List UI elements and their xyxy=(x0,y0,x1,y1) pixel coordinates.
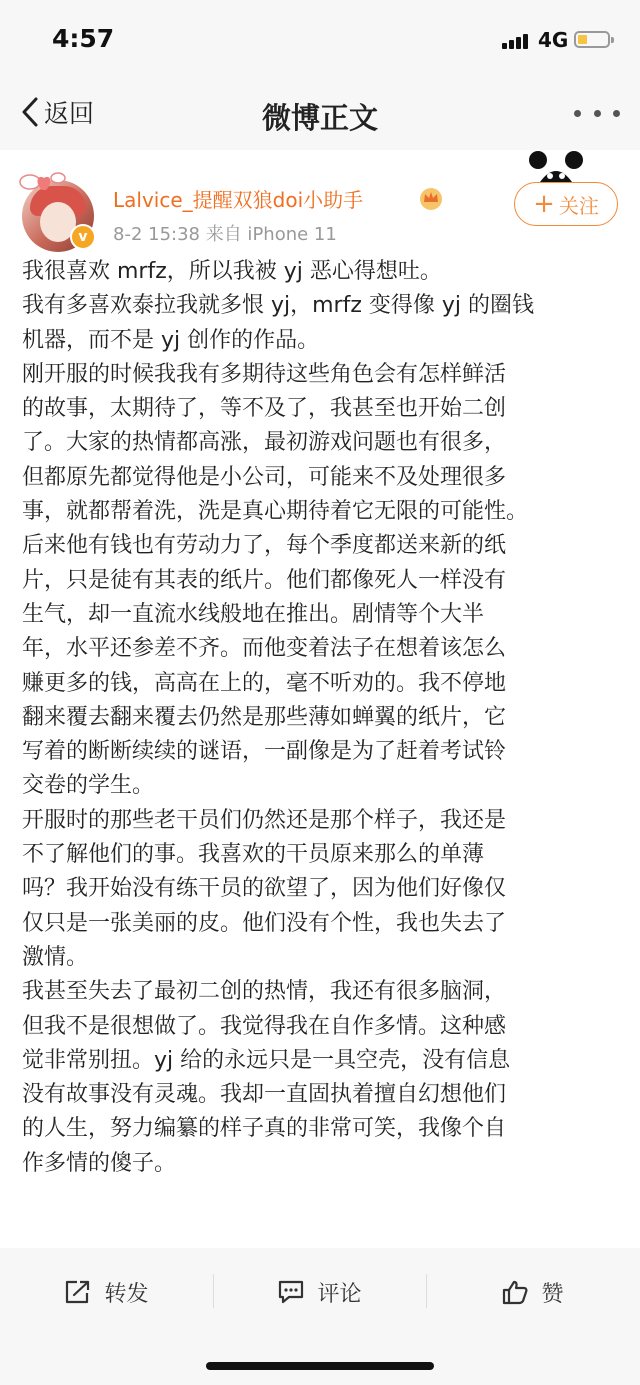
status-bar xyxy=(0,0,640,80)
home-indicator[interactable] xyxy=(206,1362,434,1370)
post-line: 事，就都帮着洗，洗是真心期待着它无限的可能性。 xyxy=(22,499,529,525)
post-line: 作多情的傻子。 xyxy=(22,1150,177,1176)
more-dots-icon xyxy=(574,110,581,117)
like-button[interactable] xyxy=(426,1248,639,1336)
signal-icon xyxy=(502,33,532,49)
repost-icon xyxy=(64,1279,92,1305)
mickey-ears-decoration xyxy=(528,150,584,182)
post-line: 翻来覆去翻来覆去仍然是那些薄如蝉翼的纸片，它 xyxy=(22,704,507,730)
like-label: 赞 xyxy=(541,1281,564,1307)
post-line: 开服时的那些老干员们仍然还是那个样子，我还是 xyxy=(22,807,507,833)
post-line: 生气，却一直流水线般地在推出。剧情等个大半 xyxy=(22,601,485,627)
post-line: 我有多喜欢泰拉我就多恨 yj，mrfz 变得像 yj 的圈钱 xyxy=(22,293,535,319)
post-line: 仅只是一张美丽的皮。他们没有个性，我也失去了 xyxy=(22,910,507,936)
post-line: 我甚至失去了最初二创的热情，我还有很多脑洞， xyxy=(22,979,507,1005)
like-icon xyxy=(501,1279,529,1305)
heart-wings-decoration xyxy=(18,168,66,196)
follow-label: 关注 xyxy=(558,193,599,218)
post-line: 后来他有钱也有劳动力了，每个季度都送来新的纸 xyxy=(22,533,507,559)
crown-icon xyxy=(418,186,444,210)
post-line: 机器，而不是 yj 创作的作品。 xyxy=(22,327,320,353)
page-title: 微博正文 xyxy=(261,101,378,135)
post-line: 吗？我开始没有练干员的欲望了，因为他们好像仅 xyxy=(22,876,507,902)
post-line: 年，水平还参差不齐。而他变着法子在想着该怎么 xyxy=(22,636,507,662)
post-line: 的人生，努力编纂的样子真的非常可笑，我像个自 xyxy=(22,1116,507,1142)
post-line: 激情。 xyxy=(22,944,89,970)
post-line: 觉非常别扭。yj 给的永远只是一具空壳，没有信息 xyxy=(22,1047,511,1073)
post-line: 但都原先都觉得他是小公司，可能来不及处理很多 xyxy=(22,464,507,490)
repost-button[interactable] xyxy=(0,1248,213,1336)
post-body xyxy=(22,255,622,1181)
battery-icon xyxy=(574,31,610,48)
comment-button[interactable] xyxy=(213,1248,426,1336)
status-time: 4:57 xyxy=(52,24,115,53)
follow-button[interactable] xyxy=(514,182,618,226)
repost-label: 转发 xyxy=(104,1281,149,1307)
post-line: 刚开服的时候我我有多期待这些角色会有怎样鲜活 xyxy=(22,361,507,387)
more-options-button[interactable] xyxy=(574,106,620,120)
username[interactable]: Lalvice_提醒双狼doi小助手 xyxy=(113,188,364,212)
post-line: 的故事，太期待了，等不及了，我甚至也开始二创 xyxy=(22,396,507,422)
verified-icon: v xyxy=(70,224,96,250)
post-line: 赚更多的钱，高高在上的，毫不听劝的。我不停地 xyxy=(22,670,507,696)
comment-label: 评论 xyxy=(317,1281,362,1307)
post-line: 了。大家的热情都高涨，最初游戏问题也有很多， xyxy=(22,430,507,456)
post-line: 片，只是徒有其表的纸片。他们都像死人一样没有 xyxy=(22,567,507,593)
post-line: 交卷的学生。 xyxy=(22,773,155,799)
action-bar xyxy=(0,1248,640,1336)
nav-bar xyxy=(0,80,640,146)
back-label: 返回 xyxy=(44,99,95,128)
post-line: 不了解他们的事。我喜欢的干员原来那么的单薄 xyxy=(22,842,485,868)
post-line: 但我不是很想做了。我觉得我在自作多情。这种感 xyxy=(22,1013,507,1039)
post-line: 我很喜欢 mrfz，所以我被 yj 恶心得想吐。 xyxy=(22,259,442,284)
plus-icon: + xyxy=(533,189,555,219)
network-type: 4G xyxy=(538,28,569,52)
post-card xyxy=(0,150,640,1250)
post-timestamp: 8-2 15:38 来自 iPhone 11 xyxy=(113,224,337,245)
comment-icon xyxy=(277,1279,305,1305)
post-line: 写着的断断续续的谜语，一副像是为了赶着考试铃 xyxy=(22,739,507,765)
post-line: 没有故事没有灵魂。我却一直固执着擅自幻想他们 xyxy=(22,1082,507,1108)
